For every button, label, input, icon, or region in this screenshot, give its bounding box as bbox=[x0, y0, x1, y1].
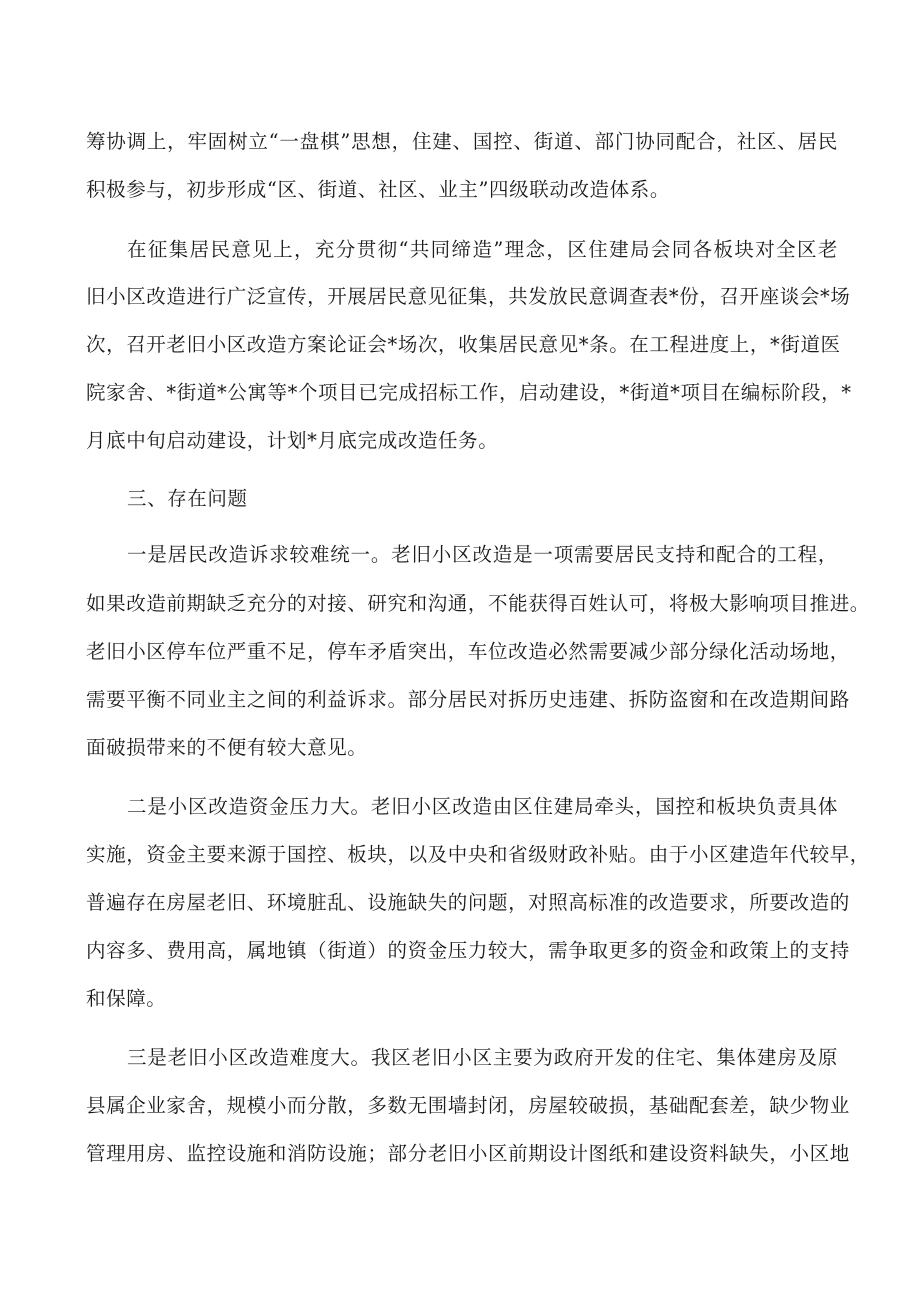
text-line: 筹协调上，牢固树立“一盘棋”思想，住建、国控、街道、部门协同配合，社区、居民 bbox=[86, 130, 838, 153]
text-line: 需要平衡不同业主之间的利益诉求。部分居民对拆历史违建、拆防盗窗和在改造期间路 bbox=[86, 688, 850, 711]
paragraph-start-line: 二是小区改造资金压力大。老旧小区改造由区住建局牵头，国控和板块负责具体 bbox=[127, 795, 838, 818]
paragraph-start-line: 在征集居民意见上，充分贯彻“共同缔造”理念，区住建局会同各板块对全区老 bbox=[127, 238, 838, 261]
text-line: 老旧小区停车位严重不足，停车矛盾突出，车位改造必然需要减少部分绿化活动场地， bbox=[86, 640, 850, 663]
text-line: 旧小区改造进行广泛宣传，开展居民意见征集，共发放民意调查表*份，召开座谈会*场 bbox=[86, 285, 851, 308]
text-line: 和保障。 bbox=[86, 987, 167, 1010]
text-line: 实施，资金主要来源于国控、板块，以及中央和省级财政补贴。由于小区建造年代较早， bbox=[86, 843, 870, 866]
text-line: 积极参与，初步形成“区、街道、社区、业主”四级联动改造体系。 bbox=[86, 178, 670, 201]
paragraph-start-line: 一是居民改造诉求较难统一。老旧小区改造是一项需要居民支持和配合的工程， bbox=[127, 543, 838, 566]
text-line: 院家舍、*街道*公寓等*个项目已完成招标工作，启动建设，*街道*项目在编标阶段，* bbox=[86, 381, 852, 404]
text-line: 县属企业家舍，规模小而分散，多数无围墙封闭，房屋较破损，基础配套差，缺少物业 bbox=[86, 1094, 850, 1117]
text-line: 面破损带来的不便有较大意见。 bbox=[86, 736, 368, 759]
text-line: 普遍存在房屋老旧、环境脏乱、设施缺失的问题，对照高标准的改造要求，所要改造的 bbox=[86, 891, 850, 914]
text-line: 内容多、费用高，属地镇（街道）的资金压力较大，需争取更多的资金和政策上的支持 bbox=[86, 939, 850, 962]
text-line: 管理用房、监控设施和消防设施；部分老旧小区前期设计图纸和建设资料缺失，小区地 bbox=[86, 1142, 850, 1165]
text-line: 次，召开老旧小区改造方案论证会*场次，收集居民意见*条。在工程进度上，*街道医 bbox=[86, 333, 841, 356]
text-line: 月底中旬启动建设，计划*月底完成改造任务。 bbox=[86, 429, 499, 452]
paragraph-start-line: 三是老旧小区改造难度大。我区老旧小区主要为政府开发的住宅、集体建房及原 bbox=[127, 1046, 838, 1069]
section-heading: 三、存在问题 bbox=[127, 487, 248, 510]
text-line: 如果改造前期缺乏充分的对接、研究和沟通，不能获得百姓认可，将极大影响项目推进。 bbox=[86, 592, 870, 615]
